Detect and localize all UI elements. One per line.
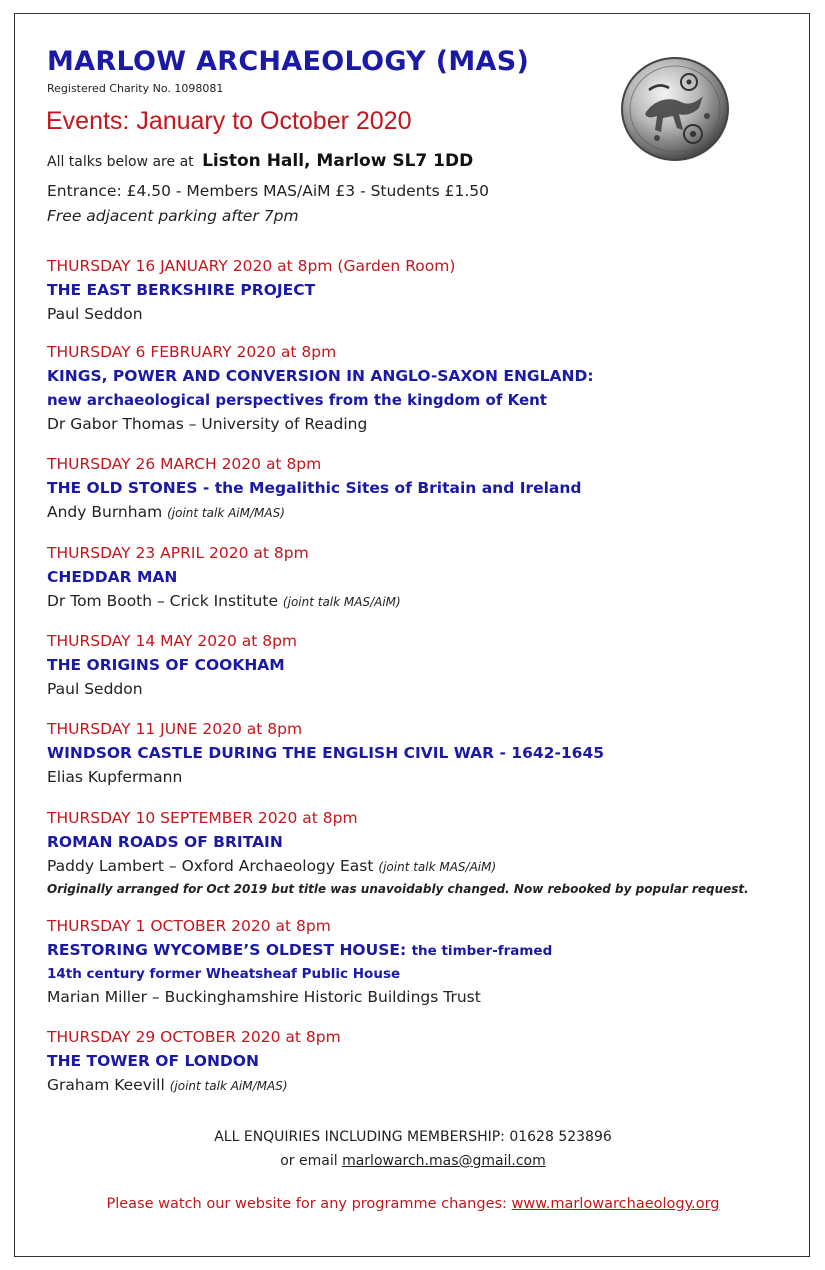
website-line (15, 1196, 811, 1212)
event-speaker: Paddy Lambert – Oxford Archaeology East (47, 857, 374, 875)
charity-number: Registered Charity No. 1098081 (47, 82, 224, 95)
event-item (47, 1025, 341, 1098)
event-note: (joint talk MAS/AiM) (282, 595, 401, 609)
event-speaker: Paul Seddon (47, 305, 143, 323)
event-title: THE EAST BERKSHIRE PROJECT (47, 281, 316, 299)
event-date: THURSDAY 16 JANUARY 2020 at 8pm (Garden Room) (47, 257, 456, 275)
event-speaker-line (47, 854, 749, 879)
enquiries-line: ALL ENQUIRIES INCLUDING MEMBERSHIP: 01628 523896 (214, 1129, 612, 1145)
events-subtitle: Events: January to October 2020 (46, 107, 412, 135)
event-date: THURSDAY 26 MARCH 2020 at 8pm (47, 455, 322, 473)
event-note: (joint talk MAS/AiM) (378, 860, 497, 874)
event-item (47, 717, 604, 789)
entrance-prices: Entrance: £4.50 - Members MAS/AiM £3 - Students £1.50 (47, 182, 489, 200)
event-speaker: Dr Gabor Thomas – University of Reading (47, 415, 368, 433)
event-title: ROMAN ROADS OF BRITAIN (47, 833, 283, 851)
event-date: THURSDAY 23 APRIL 2020 at 8pm (47, 544, 309, 562)
event-speaker: Andy Burnham (47, 503, 163, 521)
event-speaker-line (47, 1073, 341, 1098)
event-speaker: Elias Kupfermann (47, 768, 183, 786)
event-title-line2: new archaeological perspectives from the kingdom of Kent (47, 391, 547, 409)
event-date: THURSDAY 1 OCTOBER 2020 at 8pm (47, 917, 331, 935)
parking-note: Free adjacent parking after 7pm (47, 207, 299, 225)
event-title-rest: the timber-framed (411, 943, 553, 959)
venue-name: Liston Hall, Marlow SL7 1DD (202, 151, 474, 171)
event-speaker: Dr Tom Booth – Crick Institute (47, 592, 278, 610)
email-line (15, 1153, 811, 1169)
event-title: THE OLD STONES - the Megalithic Sites of Britain and Ireland (47, 479, 582, 497)
flyer-page (14, 13, 810, 1257)
event-item (47, 340, 594, 436)
event-date: THURSDAY 6 FEBRUARY 2020 at 8pm (47, 343, 337, 361)
email-prefix: or email (280, 1153, 338, 1169)
event-title: RESTORING WYCOMBE’S OLDEST HOUSE: (47, 941, 407, 959)
event-title: KINGS, POWER AND CONVERSION IN ANGLO-SAXON ENGLAND: (47, 367, 594, 385)
event-title: THE TOWER OF LONDON (47, 1052, 259, 1070)
event-speaker-line (47, 500, 582, 525)
website-link[interactable]: www.marlowarchaeology.org (511, 1196, 720, 1212)
event-note: (joint talk AiM/MAS) (167, 506, 285, 520)
event-date: THURSDAY 10 SEPTEMBER 2020 at 8pm (47, 809, 358, 827)
event-date: THURSDAY 11 JUNE 2020 at 8pm (47, 720, 303, 738)
event-speaker: Paul Seddon (47, 680, 143, 698)
event-speaker: Marian Miller – Buckinghamshire Historic Buildings Trust (47, 988, 481, 1006)
event-date: THURSDAY 29 OCTOBER 2020 at 8pm (47, 1028, 341, 1046)
website-prefix: Please watch our website for any programme changes: (106, 1196, 507, 1212)
event-item (47, 629, 297, 701)
event-title-line (47, 938, 552, 963)
event-item (47, 541, 401, 614)
venue-prefix: All talks below are at (47, 154, 194, 170)
event-speaker: Graham Keevill (47, 1076, 165, 1094)
event-note: (joint talk AiM/MAS) (169, 1079, 288, 1093)
event-title: CHEDDAR MAN (47, 568, 178, 586)
event-extra-note: Originally arranged for Oct 2019 but title was unavoidably changed. Now rebooked by popular request. (47, 882, 749, 896)
event-title-line2: 14th century former Wheatsheaf Public House (47, 966, 401, 982)
event-date: THURSDAY 14 MAY 2020 at 8pm (47, 632, 298, 650)
celtic-coin-icon (619, 52, 731, 164)
event-title: THE ORIGINS OF COOKHAM (47, 656, 285, 674)
email-link[interactable]: marlowarch.mas@gmail.com (342, 1153, 546, 1169)
event-item (47, 452, 582, 525)
organisation-title: MARLOW ARCHAEOLOGY (MAS) (47, 46, 530, 77)
event-item (47, 914, 552, 1009)
event-title: WINDSOR CASTLE DURING THE ENGLISH CIVIL WAR - 1642-1645 (47, 744, 605, 762)
event-speaker-line (47, 589, 401, 614)
venue-line (47, 151, 473, 171)
event-item (47, 806, 749, 899)
event-item (47, 254, 455, 326)
